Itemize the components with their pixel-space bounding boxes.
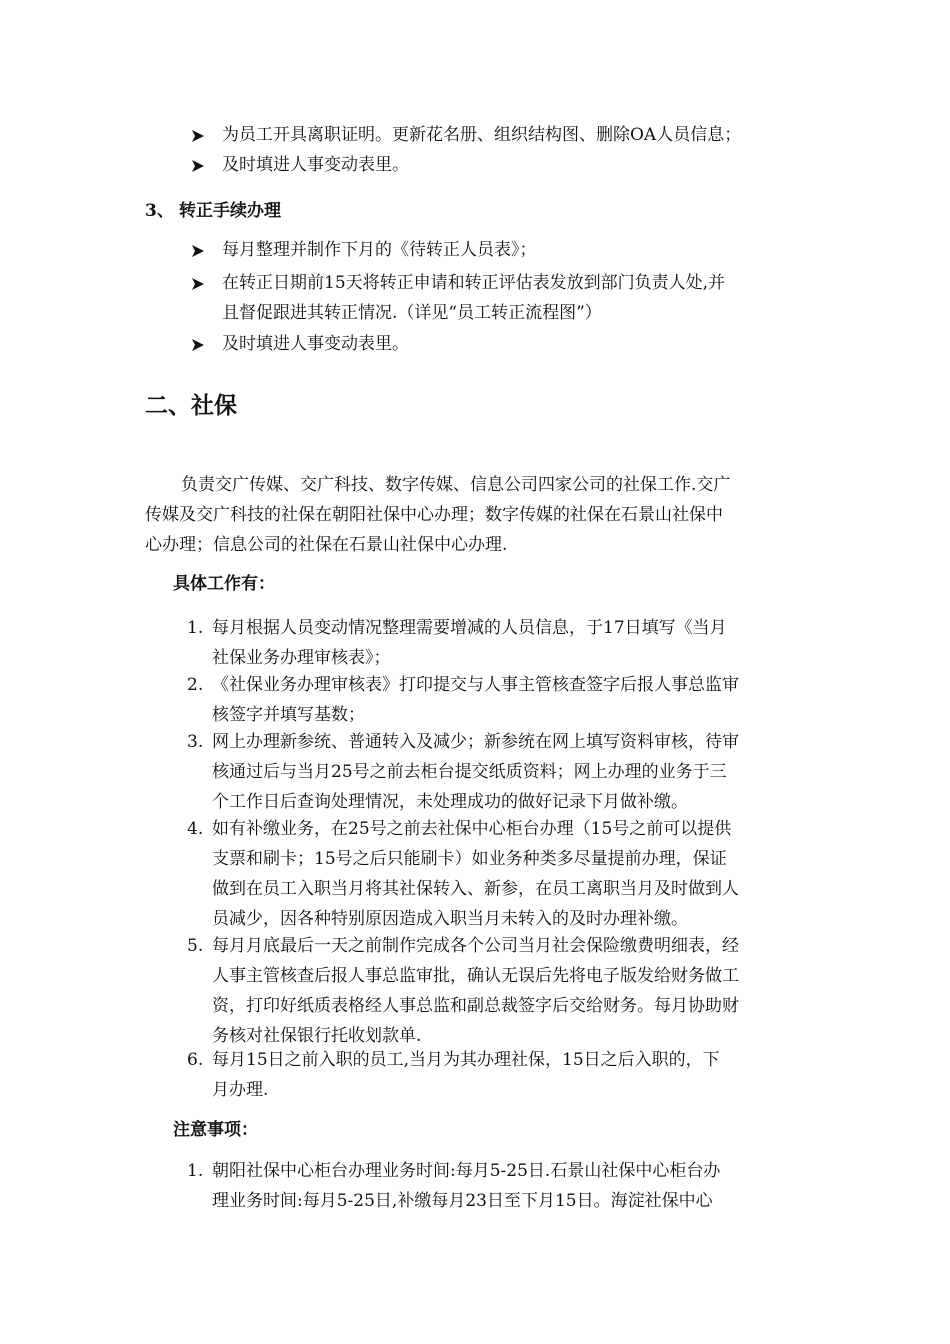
list-number: 3. — [187, 732, 204, 752]
arrowhead-bullet-icon — [191, 159, 205, 173]
work-items-heading: 具体工作有： — [173, 574, 275, 594]
list-item-text: 及时填进人事变动表里。 — [222, 334, 409, 354]
list-item-text: 且督促跟进其转正情况.（详见“员工转正流程图”） — [222, 303, 602, 323]
list-item-text: 及时填进人事变动表里。 — [222, 155, 409, 175]
arrowhead-bullet-icon — [191, 129, 205, 143]
arrowhead-bullet-icon — [191, 244, 205, 258]
list-item-text: 员减少，因各种特别原因造成入职当月未转入的及时办理补缴。 — [212, 909, 688, 929]
list-item-text: 务核对社保银行托收划款单. — [212, 1026, 422, 1046]
list-number: 6. — [187, 1050, 204, 1070]
list-item-text: 理业务时间:每月5-25日,补缴每月23日至下月15日。海淀社保中心 — [212, 1191, 713, 1211]
list-item-text: 每月整理并制作下月的《待转正人员表》； — [222, 240, 537, 260]
arrowhead-bullet-icon — [191, 277, 205, 291]
list-item-text: 核签字并填写基数； — [212, 705, 365, 725]
list-item-text: 每月根据人员变动情况整理需要增减的人员信息，于17日填写《当月 — [212, 618, 727, 638]
list-number: 4. — [187, 819, 204, 839]
list-item-text: 做到在员工入职当月将其社保转入、新参，在员工离职当月及时做到人 — [212, 879, 739, 899]
list-number: 1. — [187, 618, 204, 638]
list-item-text: 在转正日期前15天将转正申请和转正评估表发放到部门负责人处,并 — [222, 273, 726, 293]
list-item-text: 如有补缴业务，在25号之前去社保中心柜台办理（15号之前可以提供 — [212, 819, 732, 839]
list-number: 2. — [187, 675, 204, 695]
list-number: 5. — [187, 936, 204, 956]
list-item-text: 个工作日后查询处理情况，未处理成功的做好记录下月做补缴。 — [212, 792, 688, 812]
arrowhead-bullet-icon — [191, 338, 205, 352]
section-heading: 转正手续办理 — [179, 201, 281, 221]
list-item-text: 核通过后与当月25号之前去柜台提交纸质资料；网上办理的业务于三 — [212, 762, 727, 782]
notes-heading: 注意事项： — [173, 1120, 258, 1140]
paragraph-line: 心办理；信息公司的社保在石景山社保中心办理. — [145, 535, 508, 555]
list-item-text: 月办理. — [212, 1080, 269, 1100]
list-item-text: 每月15日之前入职的员工,当月为其办理社保，15日之后入职的，下 — [212, 1050, 720, 1070]
list-item-text: 《社保业务办理审核表》打印提交与人事主管核查签字后报人事总监审 — [212, 675, 739, 695]
paragraph-line: 传媒及交广科技的社保在朝阳社保中心办理；数字传媒的社保在石景山社保中 — [145, 505, 723, 525]
list-item-text: 每月月底最后一天之前制作完成各个公司当月社会保险缴费明细表，经 — [212, 936, 739, 956]
list-item-text: 网上办理新参统、普通转入及减少；新参统在网上填写资料审核，待审 — [212, 732, 739, 752]
list-item-text: 资，打印好纸质表格经人事总监和副总裁签字后交给财务。每月协助财 — [212, 996, 739, 1016]
chapter-title: 二、社保 — [145, 393, 237, 419]
list-item-text: 朝阳社保中心柜台办理业务时间:每月5-25日.石景山社保中心柜台办 — [212, 1161, 721, 1181]
list-item-text: 为员工开具离职证明。更新花名册、组织结构图、删除OA人员信息； — [222, 125, 742, 145]
section-number: 3、 — [145, 201, 174, 221]
paragraph-line: 负责交广传媒、交广科技、数字传媒、信息公司四家公司的社保工作.交广 — [181, 475, 731, 495]
list-item-text: 人事主管核查后报人事总监审批，确认无误后先将电子版发给财务做工 — [212, 966, 739, 986]
list-item-text: 社保业务办理审核表》； — [212, 648, 391, 668]
list-number: 1. — [187, 1161, 204, 1181]
list-item-text: 支票和刷卡；15号之后只能刷卡）如业务种类多尽量提前办理，保证 — [212, 849, 727, 869]
